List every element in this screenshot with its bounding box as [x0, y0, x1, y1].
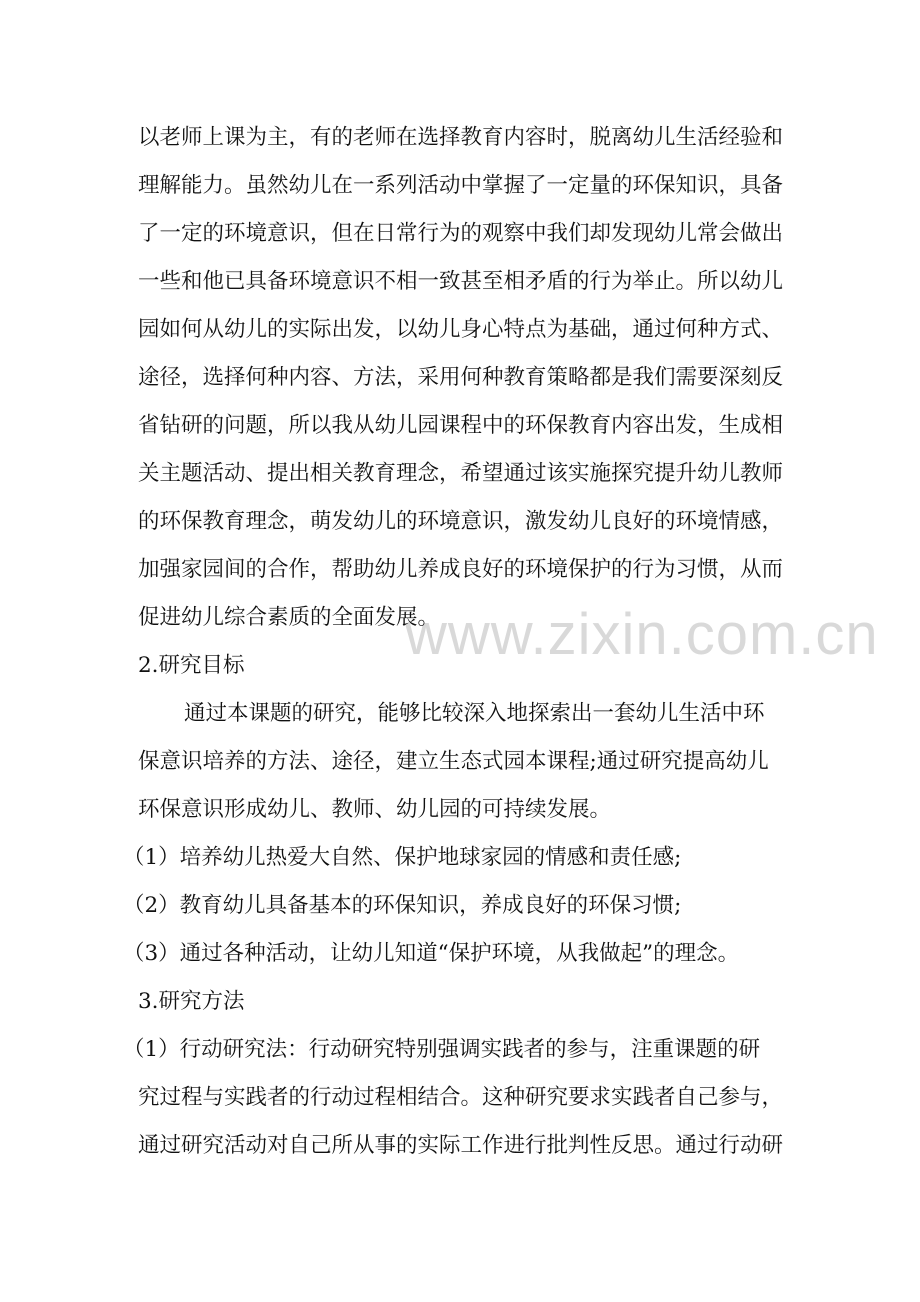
paragraph-line: 究过程与实践者的行动过程相结合。这种研究要求实践者自己参与， [138, 1085, 784, 1110]
paragraph-line: 途径，选择何种内容、方法，采用何种教育策略都是我们需要深刻反 [138, 365, 784, 390]
paragraph-line: 关主题活动、提出相关教育理念，希望通过该实施探究提升幼儿教师 [138, 461, 784, 486]
section-heading: 3.研究方法 [138, 989, 245, 1014]
paragraph-line: 保意识培养的方法、途径，建立生态式园本课程;通过研究提高幼儿 [138, 749, 769, 774]
list-item: （2）教育幼儿具备基本的环保知识，养成良好的环保习惯; [123, 893, 682, 918]
paragraph-line: 促进幼儿综合素质的全面发展。 [138, 605, 440, 630]
paragraph-line: 通过研究活动对自己所从事的实际工作进行批判性反思。通过行动研 [138, 1133, 784, 1158]
paragraph-line: 环保意识形成幼儿、教师、幼儿园的可持续发展。 [138, 797, 612, 822]
section-heading: 2.研究目标 [138, 653, 245, 678]
paragraph-line: 了一定的环境意识，但在日常行为的观察中我们却发现幼儿常会做出 [138, 221, 784, 246]
paragraph-line: 加强家园间的合作，帮助幼儿养成良好的环境保护的行为习惯，从而 [138, 557, 784, 582]
paragraph-line: 园如何从幼儿的实际出发，以幼儿身心特点为基础，通过何种方式、 [138, 317, 784, 342]
paragraph-line: 省钻研的问题，所以我从幼儿园课程中的环保教育内容出发，生成相 [138, 413, 784, 438]
paragraph-line: 一些和他已具备环境意识不相一致甚至相矛盾的行为举止。所以幼儿 [138, 269, 784, 294]
list-item: （1）行动研究法：行动研究特别强调实践者的参与，注重课题的研 [123, 1037, 761, 1062]
paragraph-line: 以老师上课为主，有的老师在选择教育内容时，脱离幼儿生活经验和 [138, 125, 784, 150]
paragraph-line: 通过本课题的研究，能够比较深入地探索出一套幼儿生活中环 [184, 701, 765, 726]
paragraph-line: 的环保教育理念，萌发幼儿的环境意识，激发幼儿良好的环境情感， [138, 509, 784, 534]
paragraph-line: 理解能力。虽然幼儿在一系列活动中掌握了一定量的环保知识，具备 [138, 173, 784, 198]
list-item: （1）培养幼儿热爱大自然、保护地球家园的情感和责任感; [123, 845, 682, 870]
watermark: www.zixin.com.cn [405, 602, 879, 667]
list-item: （3）通过各种活动，让幼儿知道“保护环境，从我做起”的理念。 [123, 941, 740, 966]
